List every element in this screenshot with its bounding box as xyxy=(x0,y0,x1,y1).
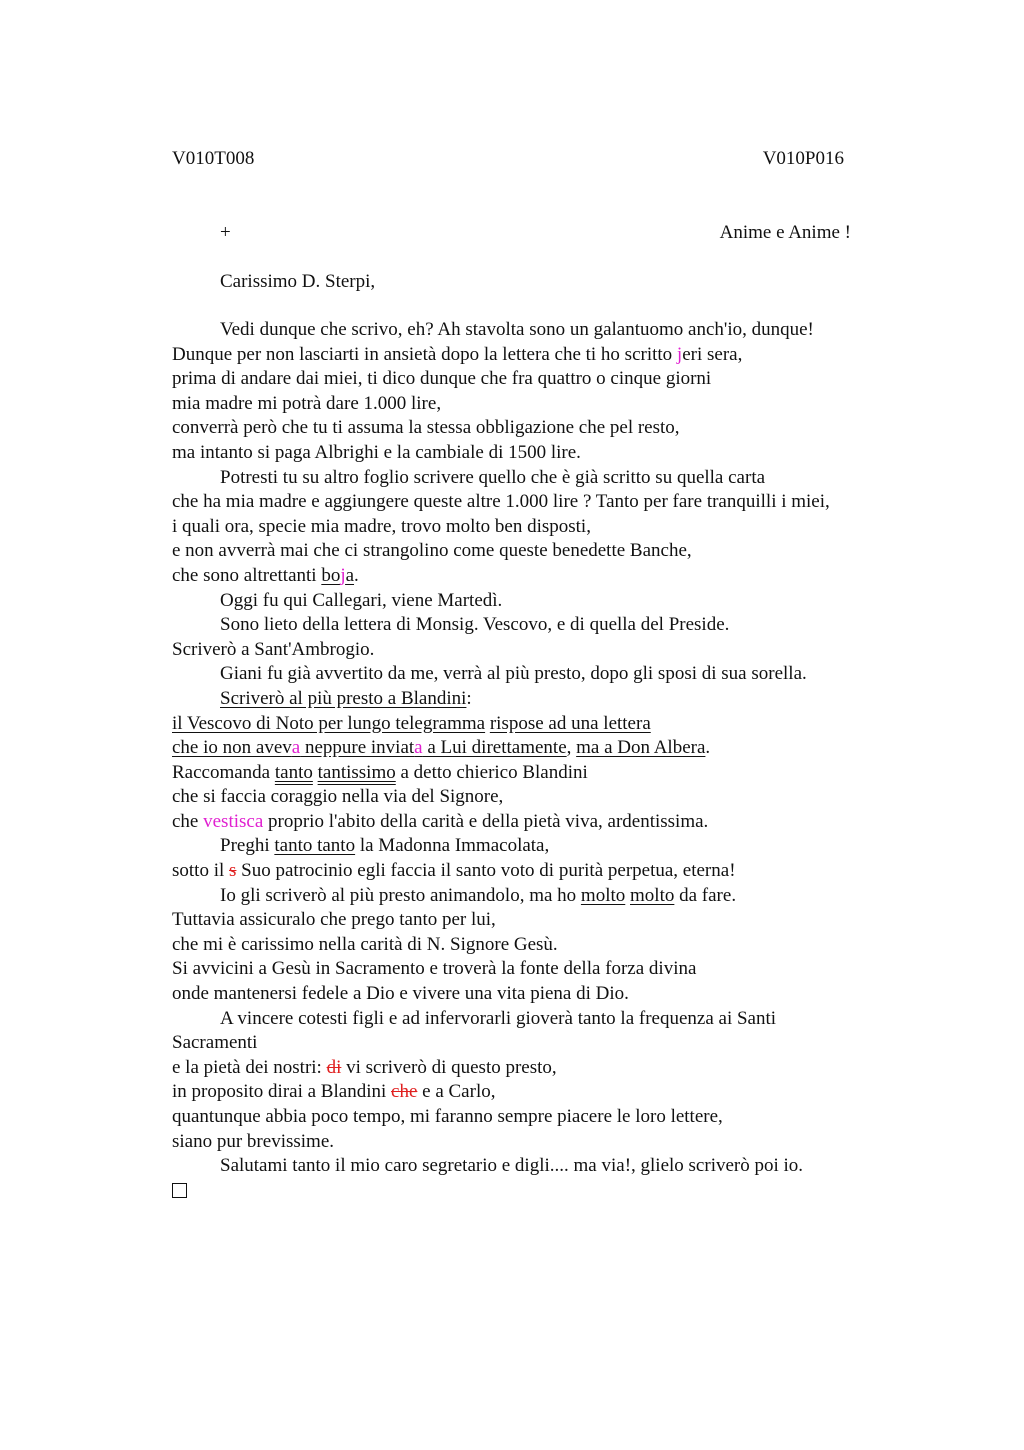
salutation: Carissimo D. Sterpi, xyxy=(220,271,376,292)
text-line: converrà però che tu ti assuma la stessa obbligazione che pel resto, xyxy=(172,417,680,439)
deleted-text: che xyxy=(391,1081,418,1103)
text-run: Preghi xyxy=(220,835,275,857)
deleted-text: di xyxy=(326,1056,342,1078)
text-run: e a Carlo, xyxy=(417,1081,496,1103)
text-run: , xyxy=(566,737,577,759)
underlined-text: rispose ad una lettera xyxy=(489,712,651,734)
text-line xyxy=(172,343,892,368)
underlined-text: molto xyxy=(580,884,626,906)
text-run: e la pietà dei nostri: xyxy=(172,1056,327,1078)
text-line xyxy=(172,884,892,909)
text-line: A vincere cotesti figli e ad infervorarli gioverà tanto la frequenza ai Santi xyxy=(220,1007,777,1029)
text-run: vi scriverò di questo presto, xyxy=(341,1056,557,1078)
text-line xyxy=(172,1056,892,1081)
text-run: la Madonna Immacolata, xyxy=(355,835,550,857)
text-run: a Lui direttamente xyxy=(422,737,567,759)
text-line xyxy=(172,687,892,712)
text-line xyxy=(172,859,892,884)
text-run: . xyxy=(354,564,359,586)
text-line xyxy=(172,564,892,589)
inserted-text: j xyxy=(340,564,346,586)
underlined-text xyxy=(321,565,354,586)
text-line: che ha mia madre e aggiungere queste altre 1.000 lire ? Tanto per fare tranquilli i miei, xyxy=(172,491,830,513)
text-run: da fare. xyxy=(674,884,737,906)
text-line: quantunque abbia poco tempo, mi faranno sempre piacere le loro lettere, xyxy=(172,1106,723,1127)
text-run: neppure inviat xyxy=(300,737,415,759)
document-code: V010T008 xyxy=(172,148,255,169)
inserted-text: a xyxy=(291,737,301,759)
text-line xyxy=(172,712,892,737)
deleted-text: s xyxy=(229,860,237,882)
text-run: . xyxy=(705,737,711,759)
empty-square-icon xyxy=(172,1183,187,1198)
text-line: Sono lieto della lettera di Monsig. Vescovo, e di quella del Preside. xyxy=(220,614,730,636)
letter-body xyxy=(172,318,892,1203)
page-code: V010P016 xyxy=(762,148,844,169)
text-line: che mi è carissimo nella carità di N. Signore Gesù. xyxy=(172,933,558,955)
motto: Anime e Anime ! xyxy=(719,222,851,243)
underlined-text: Scriverò al più presto a Blandini xyxy=(220,687,467,709)
text-run: che io non avev xyxy=(172,737,292,759)
text-run: : xyxy=(466,687,472,709)
text-line xyxy=(172,834,892,859)
text-line: Giani fu già avvertito da me, verrà al più presto, dopo gli sposi di sua sorella. xyxy=(220,663,807,685)
text-line: Oggi fu qui Callegari, viene Martedì. xyxy=(220,589,503,611)
text-line xyxy=(172,736,892,761)
text-run: proprio l'abito della carità e della pietà viva, ardentissima. xyxy=(263,810,709,832)
text-line: ma intanto si paga Albrighi e la cambiale di 1500 lire. xyxy=(172,441,581,463)
text-line xyxy=(172,1080,892,1105)
text-line: che si faccia coraggio nella via del Signore, xyxy=(172,786,504,808)
underlined-text: il Vescovo di Noto per lungo telegramma xyxy=(172,712,486,734)
underlined-text: molto xyxy=(630,884,675,906)
text-line: Salutami tanto il mio caro segretario e digli.... ma via!, glielo scriverò poi io. xyxy=(220,1155,804,1177)
text-line: Tuttavia assicuralo che prego tanto per lui, xyxy=(172,909,496,931)
text-run: in proposito dirai a Blandini xyxy=(172,1081,392,1103)
text-run: sotto il xyxy=(172,860,230,882)
text-line: Sacramenti xyxy=(172,1032,258,1054)
text-run: Dunque per non lasciarti in ansietà dopo la lettera che ti ho scritto xyxy=(172,343,677,365)
double-underlined-text: tantissimo xyxy=(317,761,396,783)
underlined-text: tanto tanto xyxy=(274,835,356,857)
cross-mark: + xyxy=(220,222,231,243)
text-run: Suo patrocinio egli faccia il santo voto di purità perpetua, eterna! xyxy=(236,860,736,882)
text-run: che xyxy=(172,810,204,832)
text-line: onde mantenersi fedele a Dio e vivere una vita piena di Dio. xyxy=(172,983,629,1005)
end-mark-line xyxy=(172,1179,892,1204)
text-line: Scriverò a Sant'Ambrogio. xyxy=(172,638,375,660)
text-line: e non avverrà mai che ci strangolino come queste benedette Banche, xyxy=(172,540,692,562)
text-run: che sono altrettanti xyxy=(172,564,322,586)
text-run: Raccomanda xyxy=(172,761,275,783)
double-underlined-text: tanto xyxy=(274,761,313,783)
text-line xyxy=(172,761,892,786)
inserted-text: a xyxy=(414,737,423,759)
text-run: a xyxy=(345,564,355,586)
text-line xyxy=(172,810,892,835)
underlined-text: ma a Don Albera xyxy=(576,737,706,759)
text-line: Vedi dunque che scrivo, eh? Ah stavolta sono un galantuomo anch'io, dunque! xyxy=(220,319,814,340)
text-run: Io gli scriverò al più presto animandolo, ma ho xyxy=(220,884,581,906)
text-line: mia madre mi potrà dare 1.000 lire, xyxy=(172,392,442,414)
text-line: Potresti tu su altro foglio scrivere quello che è già scritto su quella carta xyxy=(220,466,766,488)
text-line: Si avvicini a Gesù in Sacramento e troverà la fonte della forza divina xyxy=(172,958,697,980)
text-run: a detto chierico Blandini xyxy=(395,761,588,783)
inserted-text: j xyxy=(676,343,683,365)
text-run: bo xyxy=(321,564,341,586)
page-header xyxy=(172,148,844,172)
underlined-text xyxy=(172,737,567,758)
inserted-text: vestisca xyxy=(203,810,264,832)
text-line: i quali ora, specie mia madre, trovo molto ben disposti, xyxy=(172,515,591,537)
text-line: prima di andare dai miei, ti dico dunque che fra quattro o cinque giorni xyxy=(172,368,712,390)
text-run: eri sera, xyxy=(682,343,743,365)
text-line: siano pur brevissime. xyxy=(172,1130,335,1152)
